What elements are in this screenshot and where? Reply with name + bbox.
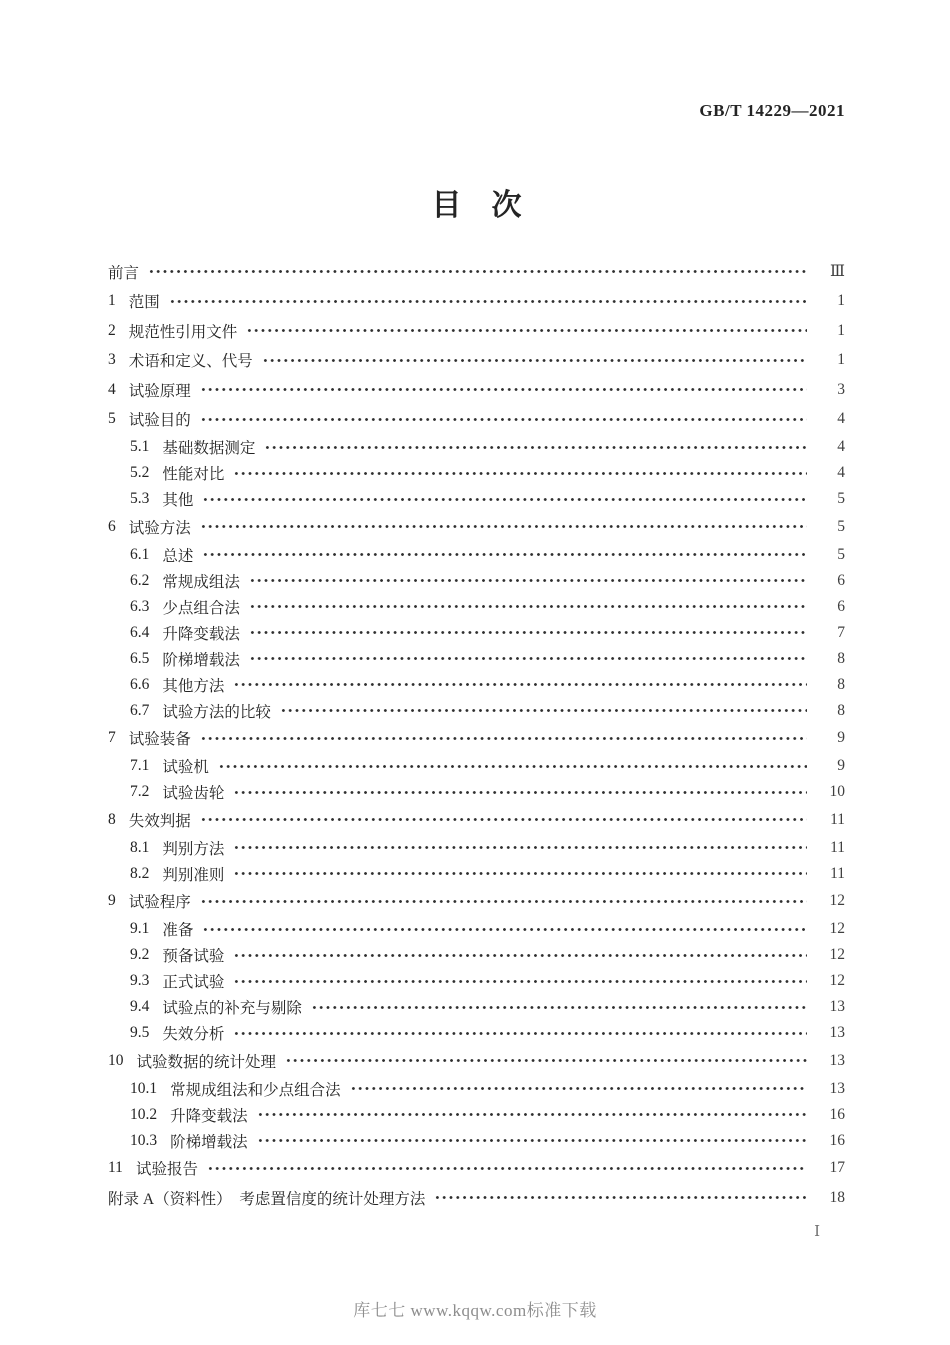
entry-label: 常规成组法 [162,573,240,591]
entry-page: 9 [837,729,845,747]
entry-page: 12 [829,920,845,937]
entry-label: 常规成组法和少点组合法 [170,1081,341,1099]
dot-leader [200,385,807,394]
entry-label: 前言 [108,264,140,282]
entry-page: 4 [837,464,845,481]
dot-leader [148,267,807,276]
toc-entry[interactable] [108,835,845,861]
entry-page: 11 [830,838,845,856]
toc-entry[interactable] [108,1076,845,1102]
entry-page: 1 [837,292,845,310]
entry-label: 其他 [162,492,194,509]
toc-entry[interactable] [108,346,845,376]
entry-label: 试验齿轮 [162,785,225,802]
entry-number: 7 [108,729,116,747]
toc-entry[interactable] [108,805,845,835]
toc-entry[interactable] [108,1154,845,1184]
toc-entry[interactable] [108,1020,845,1046]
toc-entry[interactable] [108,698,845,724]
entry-page: 12 [829,946,845,963]
dot-leader [249,576,807,585]
entry-label: 试验报告 [135,1161,198,1179]
entry-number: 9.4 [130,998,150,1015]
dot-leader [434,1193,807,1202]
entry-page: 11 [830,864,845,882]
toc-entry[interactable] [108,779,845,805]
entry-number: 10.1 [130,1079,158,1097]
entry-label: 总述 [162,547,194,565]
toc-entry[interactable] [108,405,845,435]
dot-leader [257,1110,807,1119]
toc-entry[interactable] [108,1102,845,1128]
entry-page: 8 [837,649,845,667]
entry-page: 5 [837,545,845,563]
toc-entry[interactable] [108,257,845,287]
toc-entry[interactable] [108,887,845,917]
entry-number: 5.3 [130,490,150,507]
dot-leader [202,925,807,934]
entry-label: 少点组合法 [162,599,240,617]
standard-code: GB/T 14229—2021 [699,101,845,120]
dot-leader [233,469,807,478]
entry-number: 5 [108,410,116,428]
watermark-text: 库七七 www.kqqw.com标准下载 [353,1301,597,1320]
entry-number: 9.5 [130,1024,150,1041]
dot-leader [311,1003,807,1012]
entry-number: 6.1 [130,545,150,563]
entry-label: 性能对比 [162,466,225,483]
dot-leader [233,977,807,986]
dot-leader [200,415,807,424]
toc-entry[interactable] [108,512,845,542]
entry-page: 5 [837,517,845,535]
entry-label: 范围 [128,294,160,312]
entry-page: 12 [829,972,845,989]
entry-number: 11 [108,1159,123,1177]
entry-number: 6.7 [130,701,150,719]
dot-leader [207,1164,807,1173]
entry-label: 准备 [162,922,194,939]
dot-leader [202,495,807,504]
entry-page: Ⅲ [830,263,845,281]
entry-number: 7.2 [130,783,150,800]
toc-list [108,257,845,1213]
toc-entry[interactable] [108,568,845,594]
entry-label: 判别准则 [162,866,225,884]
entry-page: 10 [829,783,845,800]
toc-entry[interactable] [108,1128,845,1154]
dot-leader [200,522,807,531]
entry-number: 9.3 [130,972,150,989]
entry-number: 8 [108,810,116,828]
entry-label: 升降变载法 [162,625,240,643]
dot-leader [200,897,807,906]
entry-number: 6.5 [130,649,150,667]
dot-leader [200,734,807,743]
entry-page: 13 [829,998,845,1015]
entry-label: 试验目的 [128,412,191,430]
page-number-roman: Ⅰ [814,1224,820,1240]
entry-label: 升降变载法 [170,1107,248,1125]
toc-entry[interactable] [108,724,845,754]
entry-label: 试验机 [162,759,209,776]
entry-page: 11 [830,810,845,828]
toc-entry[interactable] [108,1046,845,1076]
entry-number: 9.1 [130,920,150,937]
entry-label: 预备试验 [162,948,225,965]
toc-entry[interactable] [108,434,845,460]
toc-entry[interactable] [108,375,845,405]
dot-leader [169,297,807,306]
dot-leader [257,1136,807,1145]
toc-entry[interactable] [108,287,845,317]
entry-number: 10.2 [130,1105,158,1123]
entry-page: 6 [837,597,845,615]
dot-leader [249,654,807,663]
entry-label: 试验方法 [128,519,191,537]
toc-entry[interactable] [108,486,845,512]
entry-page: 6 [837,571,845,589]
dot-leader [233,680,807,689]
toc-entry[interactable] [108,542,845,568]
entry-number: 8.2 [130,864,150,882]
dot-leader [280,706,807,715]
entry-page: 4 [837,438,845,455]
entry-page: 17 [829,1159,845,1177]
entry-page: 12 [829,892,845,910]
entry-number: 3 [108,351,116,369]
toc-entry[interactable] [108,968,845,994]
dot-leader [285,1056,807,1065]
dot-leader [202,550,807,559]
entry-page: 8 [837,701,845,719]
entry-number: 6.4 [130,623,150,641]
entry-label: 失效判据 [128,812,191,830]
entry-page: 16 [829,1131,845,1149]
toc-entry[interactable] [108,994,845,1020]
entry-page: 9 [837,757,845,774]
entry-label: 其他方法 [162,677,225,695]
toc-entry[interactable] [108,1183,845,1213]
toc-entry[interactable] [108,753,845,779]
entry-page: 7 [837,623,845,641]
entry-page: 1 [837,351,845,369]
toc-entry[interactable] [108,594,845,620]
entry-number: 5.2 [130,464,150,481]
dot-leader [233,951,807,960]
entry-number: 2 [108,321,116,339]
entry-number: 6.2 [130,571,150,589]
entry-number: 5.1 [130,438,150,455]
toc-entry[interactable] [108,620,845,646]
entry-label: 规范性引用文件 [128,323,238,341]
dot-leader [249,628,807,637]
entry-number: 4 [108,380,116,398]
entry-label: 失效分析 [162,1026,225,1043]
entry-label: 试验点的补充与剔除 [162,1000,302,1017]
entry-label: 术语和定义、代号 [128,353,253,371]
entry-label: 试验数据的统计处理 [136,1053,277,1071]
entry-label: 阶梯增载法 [170,1133,248,1151]
dot-leader [249,602,807,611]
entry-page: 18 [829,1188,845,1206]
entry-label: 附录 A（资料性） 考虑置信度的统计处理方法 [108,1190,426,1208]
dot-leader [233,869,807,878]
dot-leader [246,326,807,335]
dot-leader [233,788,807,797]
entry-label: 试验装备 [128,731,191,749]
entry-page: 3 [837,380,845,398]
toc-entry[interactable] [108,672,845,698]
dot-leader [218,762,807,771]
entry-number: 6 [108,517,116,535]
dot-leader [233,1029,807,1038]
entry-page: 4 [837,410,845,428]
toc-entry[interactable] [108,460,845,486]
dot-leader [200,815,807,824]
entry-number: 10.3 [130,1131,158,1149]
toc-entry[interactable] [108,916,845,942]
entry-label: 阶梯增载法 [162,651,240,669]
entry-number: 9 [108,892,116,910]
entry-label: 试验程序 [128,894,191,912]
entry-number: 6.6 [130,675,150,693]
dot-leader [264,443,807,452]
entry-number: 9.2 [130,946,150,963]
entry-page: 5 [837,490,845,507]
dot-leader [233,843,807,852]
entry-label: 判别方法 [162,840,225,858]
toc-entry[interactable] [108,942,845,968]
entry-number: 7.1 [130,757,150,774]
dot-leader [262,356,807,365]
entry-label: 基础数据测定 [162,440,256,457]
entry-number: 8.1 [130,838,150,856]
page-title: 目 次 [431,189,522,222]
entry-page: 16 [829,1105,845,1123]
entry-page: 13 [829,1079,845,1097]
dot-leader [350,1084,807,1093]
entry-number: 6.3 [130,597,150,615]
entry-label: 试验原理 [128,382,191,400]
toc-entry[interactable] [108,646,845,672]
toc-entry[interactable] [108,861,845,887]
entry-page: 8 [837,675,845,693]
entry-number: 1 [108,292,116,310]
entry-page: 13 [829,1051,845,1069]
entry-label: 正式试验 [162,974,225,991]
entry-label: 试验方法的比较 [162,703,271,721]
entry-page: 13 [829,1024,845,1041]
entry-number: 10 [108,1051,124,1069]
toc-entry[interactable] [108,316,845,346]
entry-page: 1 [837,321,845,339]
